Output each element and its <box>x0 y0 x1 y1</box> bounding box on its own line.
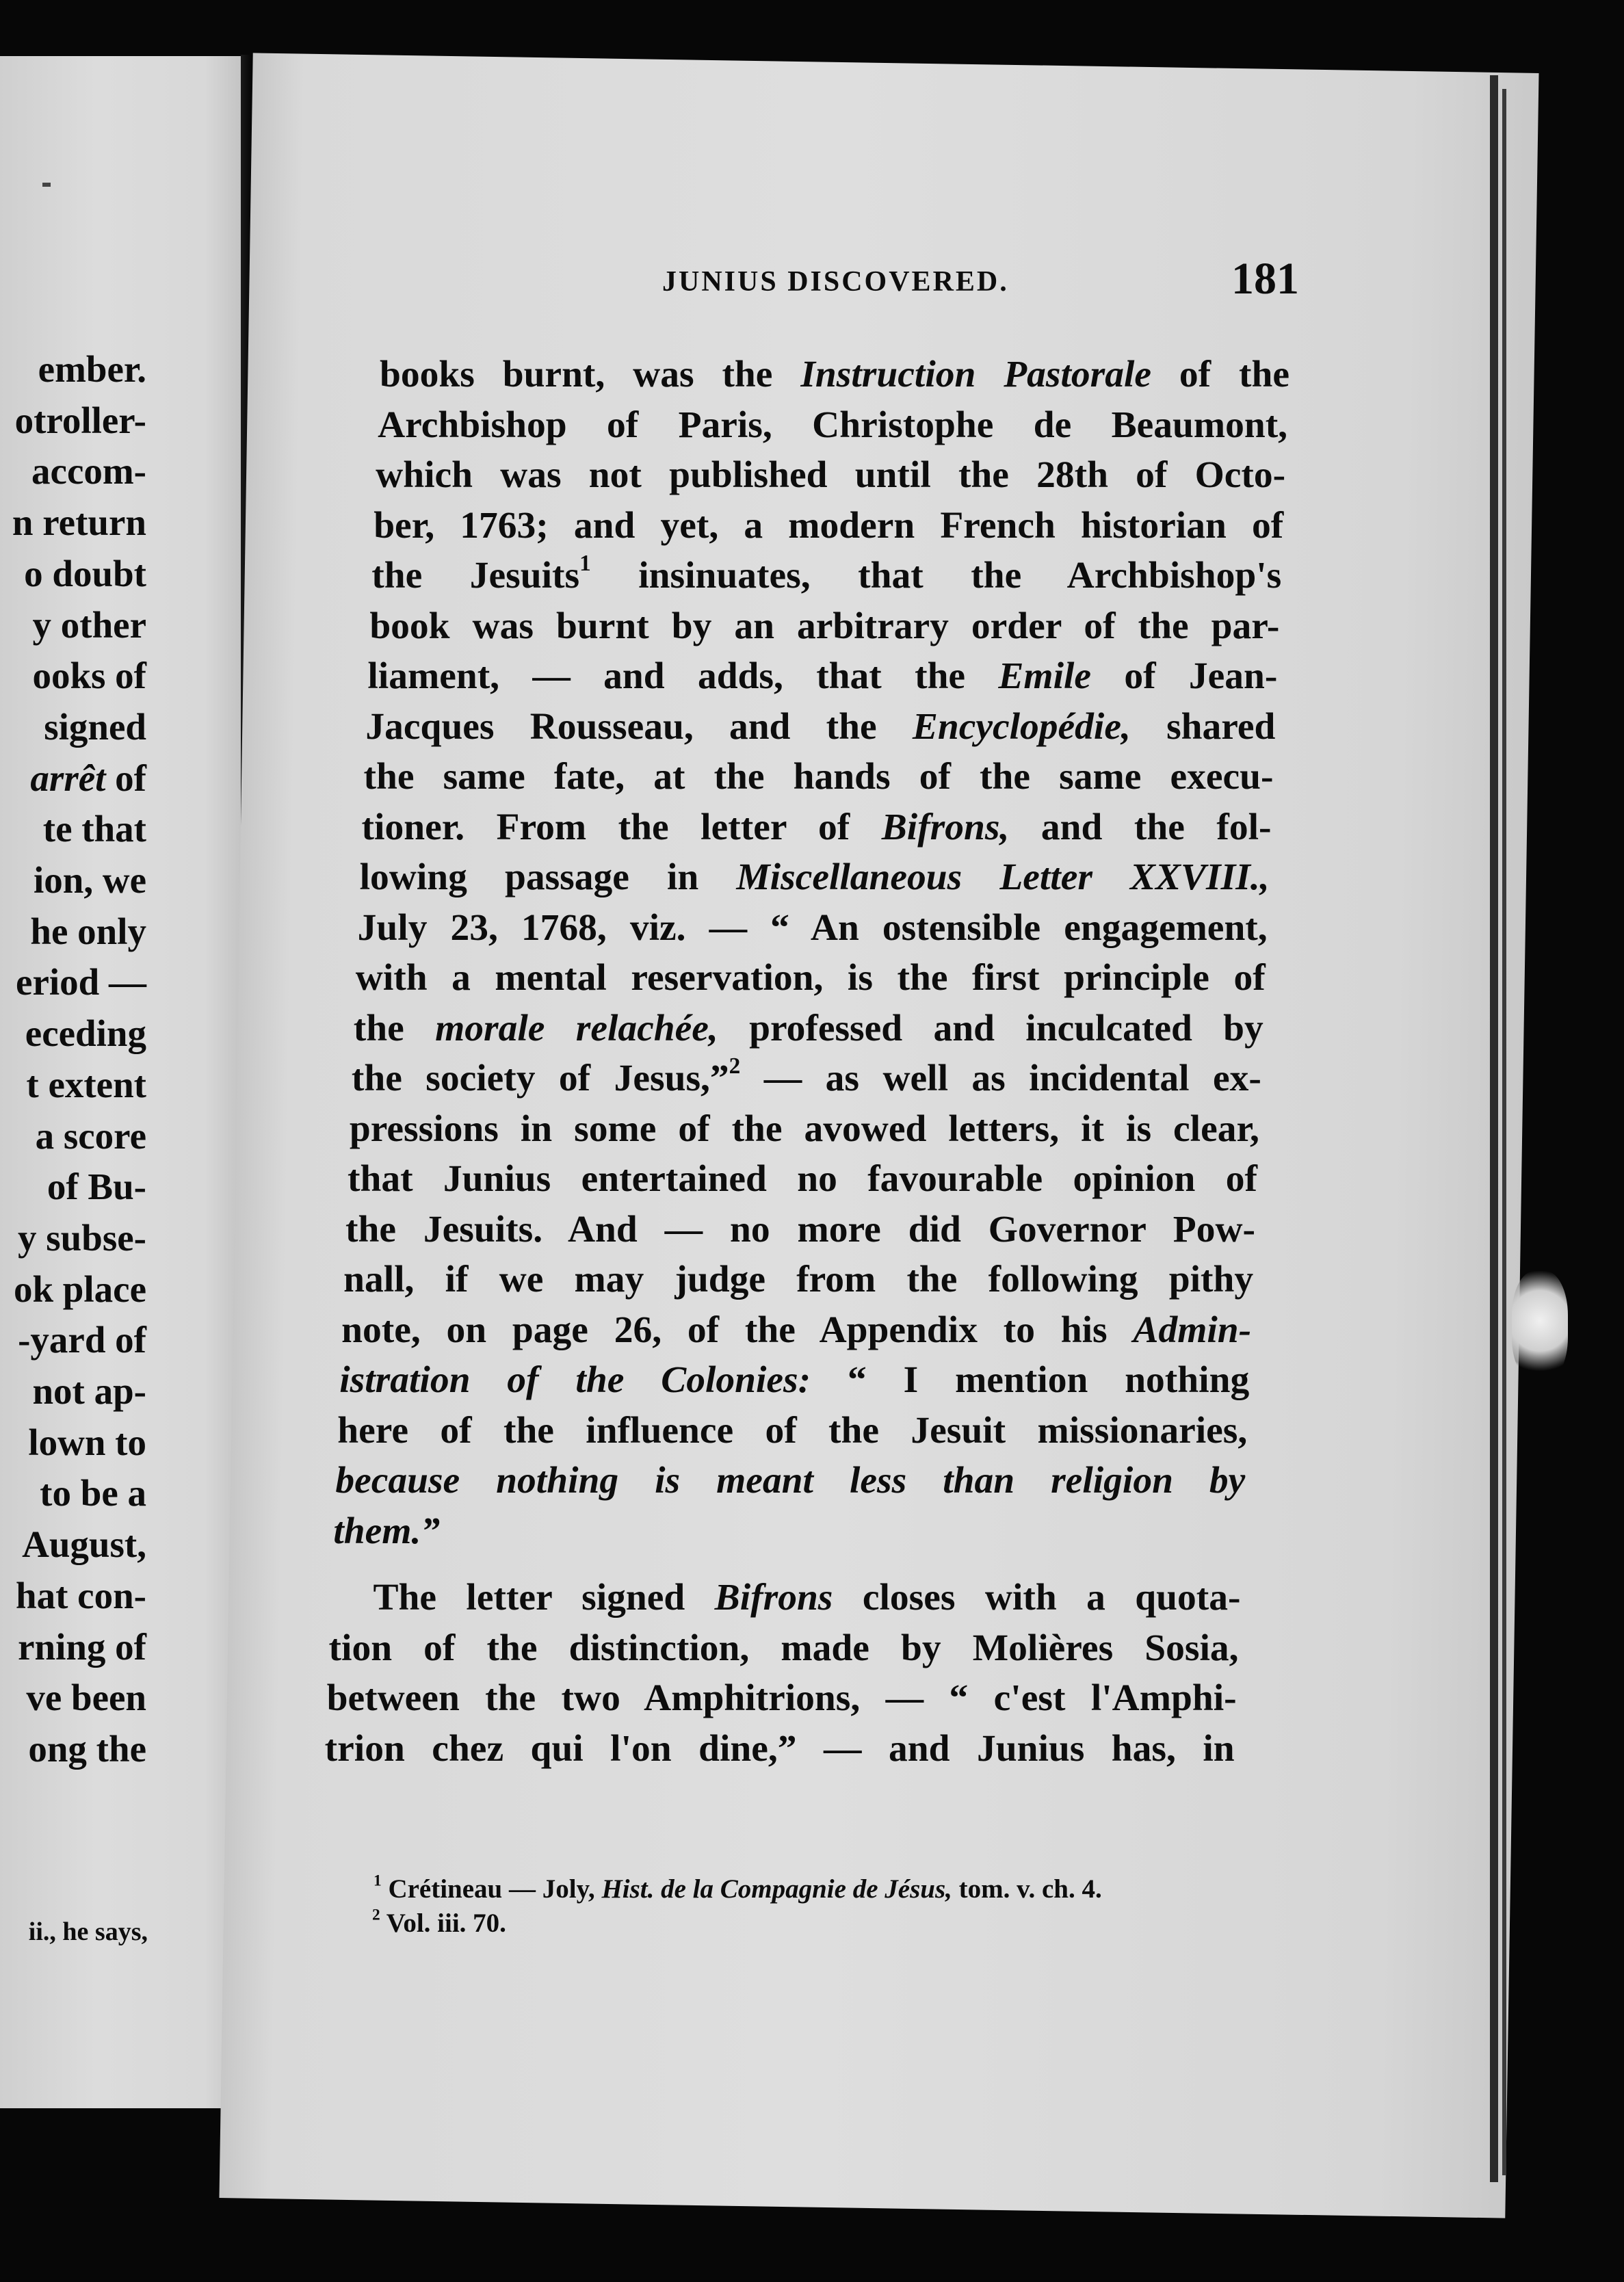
body-line: ber, 1763; and yet, a modern French historian of <box>374 504 1284 547</box>
body-line: between the two Amphitrions, — “ c'est l'Amphi- <box>326 1677 1237 1719</box>
facing-page-line: otroller- <box>14 399 146 441</box>
facing-page-line: signed <box>44 705 146 748</box>
page-edge-shadow <box>1502 89 1506 2175</box>
body-line: the morale relachée, professed and inculcated by <box>353 1007 1263 1049</box>
facing-page-line: to be a <box>40 1472 146 1514</box>
facing-page-line: rning of <box>18 1625 146 1668</box>
facing-page-line: -yard of <box>18 1319 146 1361</box>
facing-page-line: not ap- <box>32 1370 146 1412</box>
ink-mark <box>42 183 51 187</box>
facing-page-line: te that <box>42 808 146 850</box>
body-line: The letter signed Bifrons closes with a quota- <box>373 1577 1241 1618</box>
body-line: tioner. From the letter of Bifrons, and the fol- <box>361 806 1272 848</box>
body-line: here of the influence of the Jesuit missionaries, <box>337 1409 1248 1452</box>
body-line: tion of the distinction, made by Molières Sosia, <box>328 1627 1239 1669</box>
facing-page-line: August, <box>22 1523 146 1566</box>
facing-page-line: eceding <box>25 1012 146 1055</box>
body-line: books burnt, was the Instruction Pastorale of the <box>380 354 1289 395</box>
body-line: book was burnt by an arbitrary order of the par- <box>369 605 1280 647</box>
body-line: because nothing is meant less than religion by <box>335 1460 1246 1501</box>
body-line: the same fate, at the hands of the same execu- <box>363 756 1274 798</box>
facing-page-line: arrêt of <box>30 757 146 799</box>
paper-damage-spot <box>1512 1271 1568 1382</box>
footnote-2: $^2$ Vol. iii. 70. <box>372 1906 506 1938</box>
facing-page-line: y other <box>32 603 146 646</box>
facing-page-line: ok place <box>13 1268 146 1310</box>
body-line: them.” <box>333 1510 441 1552</box>
body-line: istration of the Colonies: “ I mention nothing <box>339 1359 1250 1401</box>
facing-page-line: he only <box>30 910 146 952</box>
body-line: which was not published until the 28th of Octo- <box>376 454 1286 496</box>
body-line: note, on page 26, of the Appendix to his Admin- <box>341 1309 1252 1351</box>
body-line: the Jesuits$^1$ insinuates, that the Archbishop's <box>371 551 1282 596</box>
facing-page-line: ooks of <box>32 655 146 697</box>
body-line: Archbishop of Paris, Christophe de Beaumont, <box>378 404 1288 446</box>
facing-page-footnote: ii., he says, <box>28 1917 148 1946</box>
footnote-1: $^1$ Crétineau — Joly, Hist. de la Compagnie de Jésus, tom. v. ch. 4. <box>374 1872 1102 1904</box>
running-title: JUNIUS DISCOVERED. <box>662 266 1009 298</box>
body-line: trion chez qui l'on dine,” — and Junius has, in <box>324 1727 1235 1770</box>
facing-page-line: accom- <box>31 450 146 493</box>
facing-page <box>0 56 241 2108</box>
body-line: liament, — and adds, that the Emile of Jean- <box>367 655 1278 697</box>
body-line: the Jesuits. And — no more did Governor Pow- <box>345 1208 1256 1250</box>
facing-page-line: lown to <box>28 1421 146 1463</box>
facing-page-line: of Bu- <box>47 1166 146 1208</box>
facing-page-line: ong the <box>28 1727 146 1770</box>
page-edge <box>1490 75 1498 2182</box>
body-line: lowing passage in Miscellaneous Letter XXVIII., <box>359 856 1270 898</box>
facing-page-line: eriod — <box>16 961 146 1004</box>
facing-page-line: y subse- <box>18 1216 146 1259</box>
body-line: with a mental reservation, is the first principle of <box>355 957 1266 999</box>
facing-page-line: ion, we <box>34 859 146 901</box>
body-line: Jacques Rousseau, and the Encyclopédie, shared <box>365 705 1276 748</box>
facing-page-line: n return <box>12 501 146 544</box>
facing-page-line: ember. <box>38 348 146 390</box>
facing-page-line: t extent <box>26 1063 146 1105</box>
running-head <box>424 238 1299 313</box>
facing-page-line: hat con- <box>16 1574 146 1616</box>
facing-page-line: ve been <box>26 1677 146 1719</box>
body-line: that Junius entertained no favourable opinion of <box>347 1158 1257 1200</box>
facing-page-line: o doubt <box>24 552 146 594</box>
body-line: the society of Jesus,”$^2$ — as well as incidental ex- <box>351 1053 1261 1099</box>
body-line: nall, if we may judge from the following pithy <box>343 1259 1254 1300</box>
body-line: pressions in some of the avowed letters, it is clear, <box>349 1107 1259 1150</box>
body-line: July 23, 1768, viz. — “ An ostensible engagement, <box>357 906 1268 949</box>
page-number: 181 <box>1231 254 1299 304</box>
facing-page-line: a score <box>35 1114 146 1157</box>
